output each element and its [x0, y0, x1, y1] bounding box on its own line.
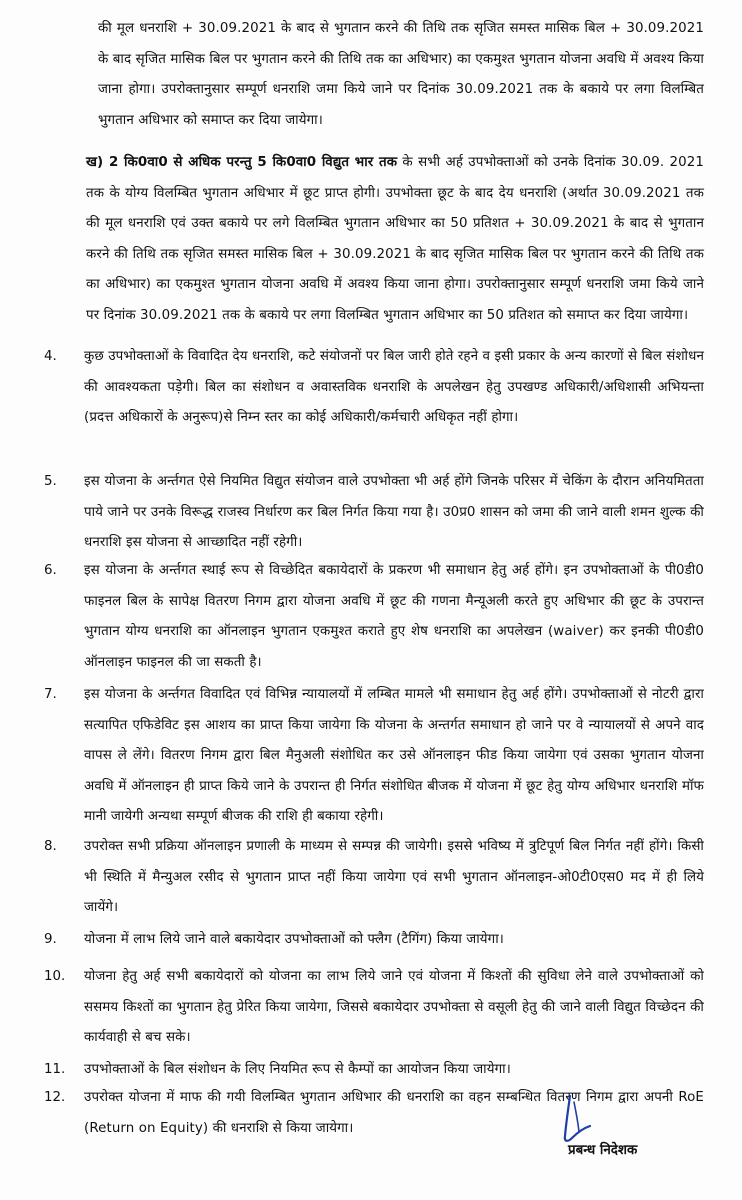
item-8-number: 8.	[44, 839, 57, 854]
item-4-text: कुछ उपभोक्ताओं के विवादित देय धनराशि, कटे संयोजनों पर बिल जारी होते रहने व इसी प्रकार के अन्य कारणों से बिल संशोधन की आवश्यकता पड़ेगी। बिल का संशोधन व अवास्तविक धनराशि के अपलेखन हेतु उपखण्ड अधिकारी/अधिशासी अभियन्ता (प्रदत्त अधिकारों के अनुरूप)से निम्न स्तर का कोई अधिकारी/कर्मचारी अधिकृत नहीं होगा।	[84, 349, 704, 425]
signatory-title: प्रबन्ध निदेशक	[568, 1143, 638, 1158]
item-10-text: योजना हेतु अर्ह सभी बकायेदारों को योजना का लाभ लिये जाने एवं योजना में किश्तों की सुविधा लेने वाले उपभोक्ताओं को ससमय किश्तों का भुगतान हेतु प्रेरित किया जायेगा, जिससे बकायेदार उपभोक्ता से वसूली हेतु की जाने वाली विद्युत विच्छेदन की कार्यवाही से बच सके।	[84, 969, 704, 1045]
item-4-number: 4.	[44, 349, 57, 364]
item-12-number: 12.	[44, 1090, 66, 1105]
item-7-number: 7.	[44, 687, 57, 702]
item-6-number: 6.	[44, 563, 57, 578]
item-11-text: उपभोक्ताओं के बिल संशोधन के लिए नियमित रूप से कैम्पों का आयोजन किया जायेगा।	[84, 1062, 511, 1077]
item-9-number: 9.	[44, 932, 57, 947]
item-11-number: 11.	[44, 1062, 66, 1077]
clause-kha-heading: ख) 2 कि0वा0 से अधिक परन्तु 5 कि0वा0 विद्युत भार तक	[86, 155, 398, 170]
item-9-text: योजना में लाभ लिये जाने वाले बकायेदार उपभोक्ताओं को फ्लैग (टैगिंग) किया जायेगा।	[84, 932, 504, 947]
item-8-text: उपरोक्त सभी प्रक्रिया ऑनलाइन प्रणाली के माध्यम से सम्पन्न की जायेगी। इससे भविष्य में त्रुटिपूर्ण बिल निर्गत नहीं होंगे। किसी भी स्थिति में मैन्युअल रसीद से भुगतान प्राप्त नहीं किया जायेगा एवं सभी भुगतान ऑनलाइन-ओ0टी0एस0 मद में ही लिये जायेंगे।	[84, 839, 704, 915]
item-12-text: उपरोक्त योजना में माफ की गयी विलम्बित भुगतान अधिभार की धनराशि का वहन सम्बन्धित वितरण निगम द्वारा अपनी RoE (Return on Equity) की धनराशि से किया जायेगा।	[84, 1090, 704, 1136]
item-7-text: इस योजना के अर्न्तगत विवादित एवं विभिन्न न्यायालयों में लम्बित मामले भी समाधान हेतु अर्ह होंगे। उपभोक्ताओं से नोटरी द्वारा सत्यापित एफिडेविट इस आशय का प्राप्त किया जायेगा कि योजना के अन्तर्गत समाधान हो जाने पर वे न्यायालयों से अपने वाद वापस ले लेंगे। वितरण निगम द्वारा बिल मैनुअली संशोधित कर उसे ऑनलाइन फीड किया जायेगा एवं उसका भुगतान योजना अवधि में ऑनलाइन ही प्राप्त किये जाने के उपरान्त ही निर्गत संशोधित बीजक में योजना में छूट हेतु योग्य अधिभार धनराशि मॉफ मानी जायेगी अन्यथा सम्पूर्ण बीजक की राशि ही बकाया रहेगी।	[84, 687, 704, 824]
item-10-number: 10.	[44, 969, 66, 984]
item-6-text: इस योजना के अर्न्तगत स्थाई रूप से विच्छेदित बकायेदारों के प्रकरण भी समाधान हेतु अर्ह होंगे। इन उपभोक्ताओं के पी0डी0 फाइनल बिल के सापेक्ष वितरण निगम द्वारा योजना अवधि में छूट की गणना मैन्यूअली करते हुए अधिभार की छूट के उपरान्त भुगतान योग्य धनराशि का ऑनलाइन भुगतान एकमुश्त कराते हुए शेष धनराशि का अपलेखन (waiver) कर इनकी पी0डी0 ऑनलाइन फाइनल की जा सकती है।	[84, 563, 704, 670]
item-5-number: 5.	[44, 474, 57, 489]
clause-kha-text: के सभी अर्ह उपभोक्ताओं को उनके दिनांक 30.09. 2021 तक के योग्य विलम्बित भुगतान अधिभार में छूट प्राप्त होगी। उपभोक्ता छूट के बाद देय धनराशि (अर्थात 30.09.2021 तक की मूल धनराशि एवं उक्त बकाये पर लगे विलम्बित भुगतान अधिभार का 50 प्रतिशत + 30.09.2021 के बाद से भुगतान करने की तिथि तक सृजित समस्त मासिक बिल + 30.09.2021 के बाद सृजित मासिक बिल पर भुगतान करने की तिथि तक का अधिभार) का एकमुश्त भुगतान योजना अवधि में अवश्य किया जाना होगा। उपरोक्तानुसार सम्पूर्ण धनराशि जमा किये जाने पर दिनांक 30.09.2021 तक के बकाये पर लगा विलम्बित भुगतान अधिभार का 50 प्रतिशत को समाप्त कर दिया जायेगा।	[86, 155, 704, 323]
intro-paragraph: की मूल धनराशि + 30.09.2021 के बाद से भुगतान करने की तिथि तक सृजित समस्त मासिक बिल + 30.09.2021 के बाद सृजित मासिक बिल पर भुगतान करने की तिथि तक का अधिभार) का एकमुश्त भुगतान योजना अवधि में अवश्य किया जाना होगा। उपरोक्तानुसार सम्पूर्ण धनराशि जमा किये जाने पर दिनांक 30.09.2021 तक के बकाये पर लगा विलम्बित भुगतान अधिभार को समाप्त कर दिया जायेगा।	[98, 21, 704, 128]
clause-kha-paragraph	[86, 148, 704, 331]
item-5-text: इस योजना के अर्न्तगत ऐसे नियमित विद्युत संयोजन वाले उपभोक्ता भी अर्ह होंगे जिनके परिसर में चेकिंग के दौरान अनियमितता पाये जाने पर उनके विरूद्ध राजस्व निर्धारण कर बिल निर्गत किया गया है। उ0प्र0 शासन को जमा की जाने वाली शमन शुल्क की धनराशि इस योजना से आच्छादित नहीं रहेगी।	[84, 474, 704, 550]
